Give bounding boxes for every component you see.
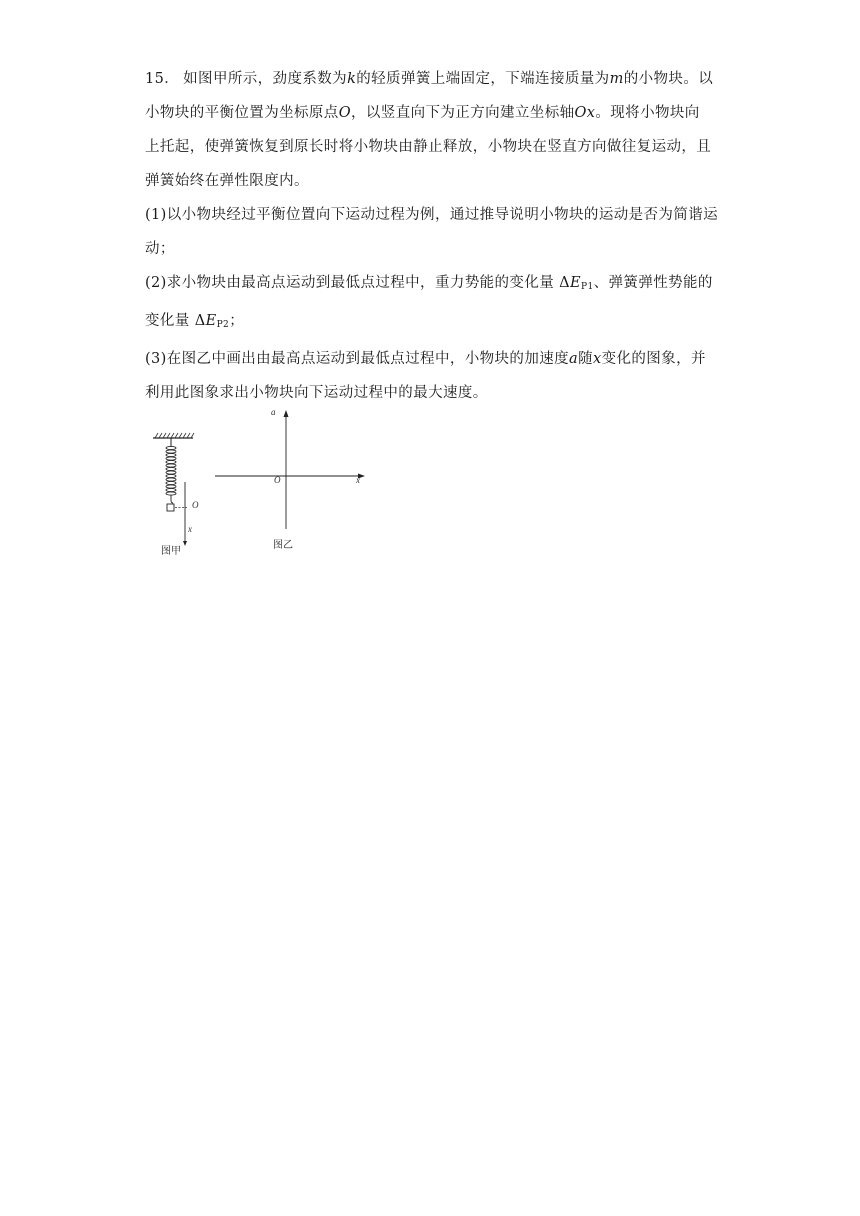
subscript-p2: P2 [216, 320, 230, 330]
text-segment: 的轻质弹簧上端固定，下端连接质量为 [356, 71, 610, 87]
a-axis-arrow [284, 410, 289, 417]
var-a: a [569, 351, 579, 367]
spring-hook [171, 495, 173, 503]
question-line-1 [145, 62, 720, 96]
text-segment: 变化量 Δ [145, 313, 206, 329]
label-x: x [188, 524, 192, 534]
var-x: x [593, 351, 602, 367]
text-segment: 小物块的平衡位置为坐标原点 [145, 105, 339, 121]
text-segment: ； [229, 313, 245, 329]
figure-a-x-axes [210, 405, 375, 555]
text-segment: ，以竖直向下为正方向建立坐标轴 [351, 105, 575, 121]
text-segment: 的小物块。以 [623, 71, 714, 87]
var-Ox: Ox [574, 105, 596, 121]
ceiling-hatch [155, 433, 194, 438]
label-O: O [192, 500, 199, 510]
x-axis-arrow [183, 541, 187, 546]
subscript-p1: P1 [581, 282, 594, 292]
var-E: E [205, 313, 217, 329]
label-a: a [271, 407, 276, 417]
part-2-line-1 [145, 266, 720, 304]
text-segment: 。现将小物块向 [595, 105, 700, 121]
part-3-line-2: 利用此图象求出小物块向下运动过程中的最大速度。 [145, 385, 488, 401]
text-segment: 随 [578, 351, 593, 367]
var-m: m [609, 71, 624, 87]
text-segment: (3)在图乙中画出由最高点运动到最低点过程中，小物块的加速度 [145, 351, 570, 367]
spring-coils [166, 446, 176, 495]
question-line-3: 上托起，使弹簧恢复到原长时将小物块由静止释放，小物块在竖直方向做往复运动，且 [145, 139, 712, 155]
label-origin-O: O [274, 475, 281, 485]
part-1-line-2: 动； [145, 241, 175, 257]
question-15 [145, 62, 720, 410]
part-2-line-2 [145, 304, 720, 342]
var-k: k [347, 71, 357, 87]
small-block [167, 504, 174, 511]
text-segment: 、弹簧弹性势能的 [593, 275, 713, 291]
var-O: O [338, 105, 351, 121]
text-segment: 如图甲所示，劲度系数为 [183, 71, 348, 87]
figure-spring-block [145, 428, 215, 558]
part-3-line-1 [145, 342, 720, 376]
var-E: E [570, 275, 582, 291]
question-line-2 [145, 96, 720, 130]
figure-caption-yi: 图乙 [273, 540, 293, 551]
question-line-4: 弹簧始终在弹性限度内。 [145, 173, 309, 189]
label-x: x [356, 475, 360, 485]
spring-diagram [145, 428, 215, 558]
part-1-line-1: (1)以小物块经过平衡位置向下运动过程为例，通过推导说明小物块的运动是否为简谐运 [145, 207, 719, 223]
question-number: 15． [145, 71, 180, 87]
figure-caption-jia: 图甲 [161, 546, 181, 557]
axes-diagram [210, 405, 375, 555]
text-segment: (2)求小物块由最高点运动到最低点过程中，重力势能的变化量 Δ [145, 275, 571, 291]
text-segment: 变化的图象，并 [601, 351, 706, 367]
